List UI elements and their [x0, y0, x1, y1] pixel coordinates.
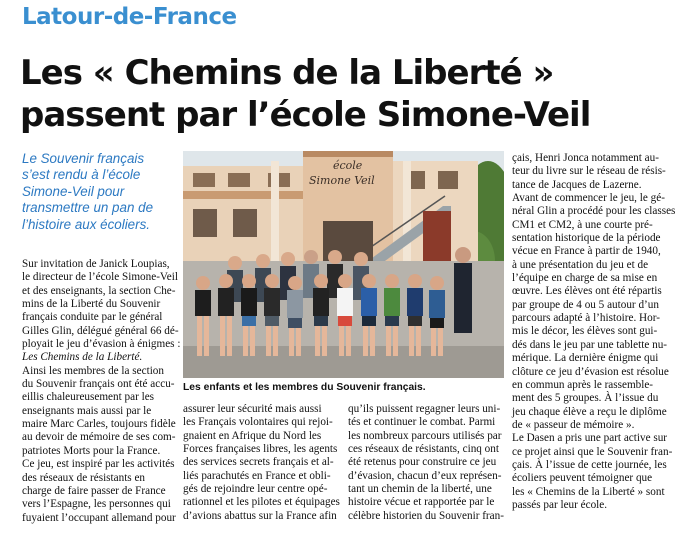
text-line: fuyaient l’occupant allemand pour: [22, 511, 176, 524]
text-line: l’équipe en charge de sa mise en: [512, 272, 658, 285]
text-line: parcours adapté à l’histoire. Hor-: [512, 312, 660, 325]
text-line: vécue en France à partir de 1940,: [512, 245, 661, 258]
article-column-3: [348, 403, 506, 523]
kicker-locality: Latour-de-France: [22, 4, 237, 30]
text-line: rationnel et les pilotes et équipages: [183, 496, 340, 509]
text-line: gés de rejoindre leur centre opé-: [183, 483, 328, 496]
text-line: teur du livre sur le réseau de résis-: [512, 165, 666, 178]
text-line: mis le décor, les élèves sont gui-: [512, 325, 658, 338]
text-line: Ce jeu, est inspiré par les activités: [22, 458, 175, 471]
text-line: histoire vécue et rapportée par le: [348, 496, 495, 509]
lede-line: l’histoire aux écoliers.: [22, 216, 151, 232]
headline-line-2: passent par l’école Simone-Veil: [20, 95, 591, 135]
text-line: œuvre. Les élèves ont été répartis: [512, 285, 662, 298]
lede-line: Le Souvenir français: [22, 151, 145, 166]
text-line: dés dans le jeu par une tablette nu-: [512, 338, 668, 351]
text-line: au devoir de mémoire de ses com-: [22, 431, 176, 444]
text-line: des services secrets français et al-: [183, 456, 334, 469]
text-line: d’avions abattus sur la France afin: [183, 509, 337, 522]
text-line: jeu chaque élève a reçu le diplôme: [512, 405, 667, 418]
article-column-2: [183, 403, 347, 523]
text-line: passés par leur école.: [512, 498, 608, 511]
text-line: Gilles Glin, délégué général 66 dé-: [22, 324, 179, 337]
text-line: eillis chaleureusement par les: [22, 391, 155, 404]
text-line: et des enseignants, la section Che-: [22, 284, 176, 297]
text-line: assurer leur sécurité mais aussi: [183, 403, 322, 415]
photo-sign-line-1: école: [333, 159, 363, 172]
text-line: ployait le jeu d’évasion à énigmes :: [22, 338, 181, 351]
lede-line: Simone-Veil pour: [22, 183, 125, 199]
text-line: sentation historique de la période: [512, 232, 661, 245]
text-line: Les Chemins de la Liberté.: [22, 351, 143, 364]
lede-line: transmettre un pan de: [22, 200, 154, 216]
text-line: tés et continuer le combat. Parmi: [348, 416, 496, 429]
text-line: du Souvenir français ont été accu-: [22, 378, 175, 391]
lede: [22, 151, 174, 233]
photo-sign-line-2: Simone Veil: [309, 174, 375, 187]
text-line: mérique. La dernière énigme qui: [512, 352, 659, 365]
lede-line: s’est rendu à l’école: [22, 167, 141, 183]
text-line: gnaient en Afrique du Nord les: [183, 429, 322, 442]
text-line: patriotes Morts pour la France.: [22, 444, 161, 457]
text-line: en commun après le rassemble-: [512, 378, 654, 391]
text-line: de « passeur de mémoire ».: [512, 418, 635, 431]
text-line: charge de faire passer de France: [22, 484, 166, 497]
headline: [20, 52, 680, 136]
article-column-1: [22, 258, 181, 525]
text-line: liés parachutés en France et obli-: [183, 469, 331, 482]
group-photo: [183, 151, 504, 378]
text-line: mins de la Liberté du Souvenir: [22, 298, 161, 311]
text-line: vers l’Espagne, les personnes qui: [22, 498, 171, 511]
group-photo-illustration: [183, 151, 504, 378]
photo-caption: Les enfants et les membres du Souvenir français.: [183, 382, 426, 393]
text-line: tance de Jacques de Lazerne.: [512, 178, 642, 191]
text-line: çais, Henri Jonca notamment au-: [512, 152, 659, 164]
text-line: ce projet ainsi que le Souvenir fran-: [512, 445, 673, 458]
text-line: néral Glin a procédé pour les classes: [512, 205, 676, 218]
text-line: Ainsi les membres de la section: [22, 364, 164, 377]
text-line: clôture ce jeu d’évasion est résolue: [512, 365, 669, 378]
text-line: CM1 et CM2, à une courte pré-: [512, 218, 653, 231]
text-line: le directeur de l’école Simone-Veil: [22, 271, 178, 284]
text-line: les « Chemins de la Liberté » sont: [512, 485, 665, 498]
text-line: les nombreux parcours utilisés par: [348, 429, 502, 442]
text-line: par groupe de 4 ou 5 autour d’un: [512, 298, 659, 311]
text-line: français conduite par le général: [22, 311, 163, 324]
text-line: Forces françaises libres, les agents: [183, 443, 338, 456]
text-line: çais. À l’issue de cette journée, les: [512, 458, 667, 471]
text-line: enseignants mais aussi par le: [22, 404, 152, 417]
text-line: à une présentation du jeu et de: [512, 258, 649, 271]
text-line: les Français volontaires qui rejoi-: [183, 416, 333, 429]
headline-line-1: Les « Chemins de la Liberté »: [20, 53, 554, 93]
text-line: ces réseaux de résistants, cinq ont: [348, 443, 499, 456]
text-line: maire Marc Carles, toujours fidèle: [22, 418, 176, 431]
text-line: Le Dasen a pris une part active sur: [512, 432, 668, 445]
text-line: été retenus pour construire ce jeu: [348, 456, 497, 469]
text-line: célèbre historien du Souvenir fran-: [348, 509, 504, 522]
text-line: Avant de commencer le jeu, le gé-: [512, 192, 665, 205]
text-line: ment des 5 groupes. À l’issue du: [512, 392, 659, 405]
article-column-4: [512, 152, 676, 512]
text-line: d’évasion, chacun d’eux représen-: [348, 469, 502, 482]
text-line: écoliers peuvent témoigner que: [512, 472, 653, 485]
text-line: tant un chemin de la liberté, une: [348, 483, 492, 496]
text-line: qu’ils puissent regagner leurs uni-: [348, 403, 501, 415]
text-line: Sur invitation de Janick Loupias,: [22, 258, 170, 270]
text-line: des réseaux de résistants en: [22, 471, 146, 484]
